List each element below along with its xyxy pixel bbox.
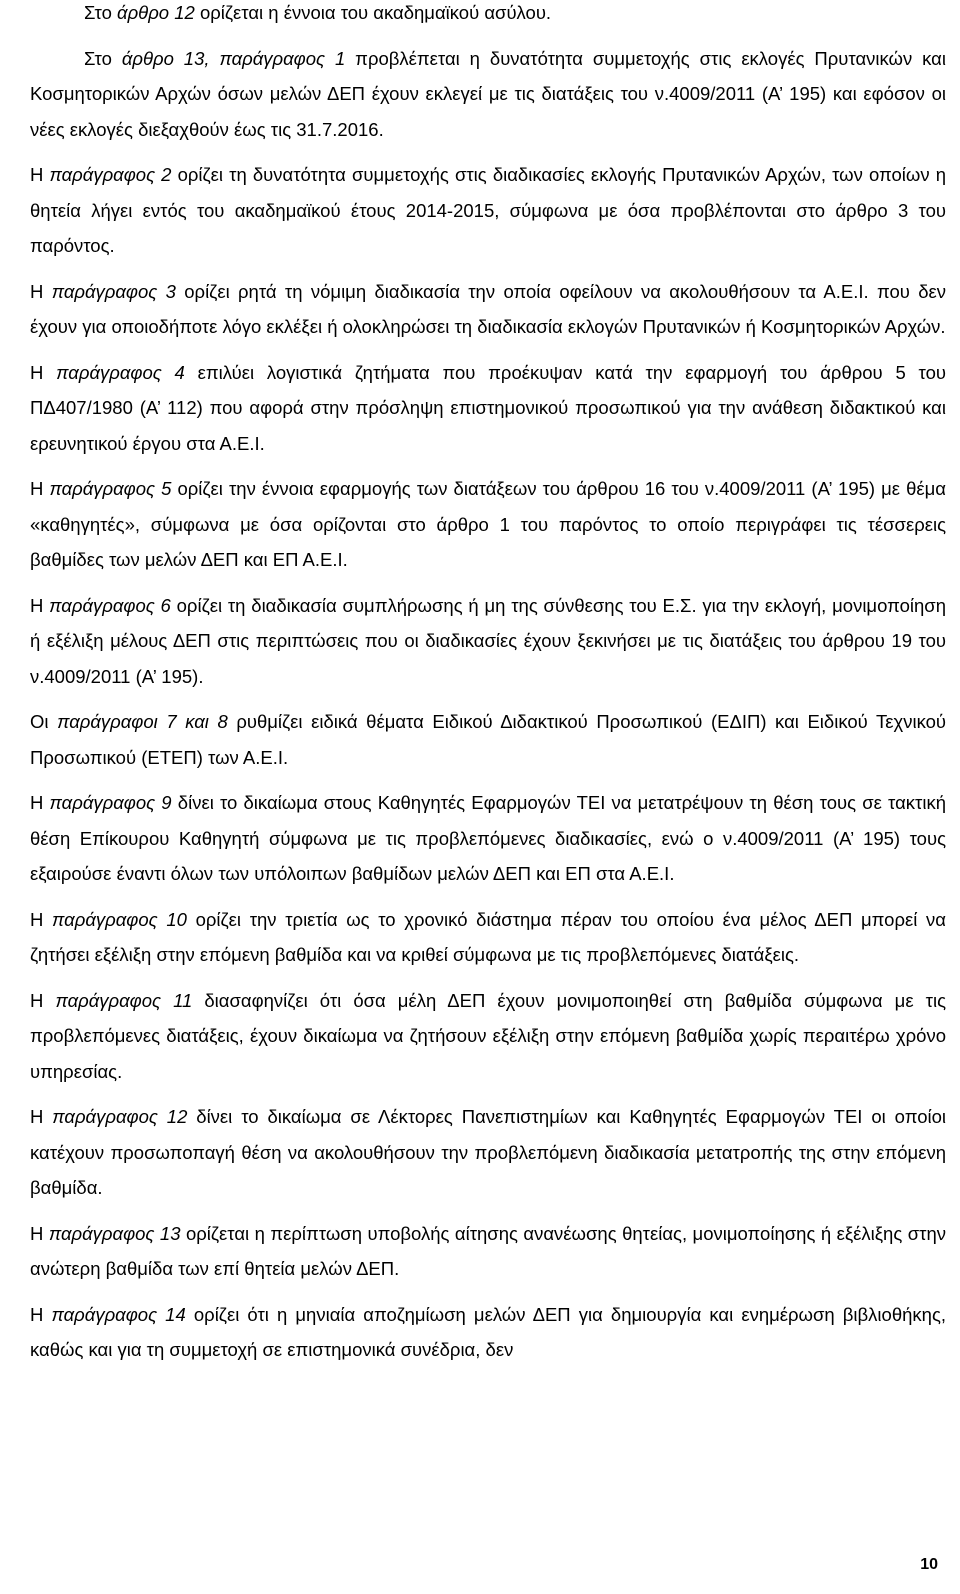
paragraph-text: ορίζεται η περίπτωση υποβολής αίτησης ανανέωσης θητείας, μονιμοποίησης ή εξέλιξης στην ανώτερη βαθμίδα των επί θητεία μελών ΔΕΠ. [30,1222,946,1279]
document-body [30,0,946,1378]
paragraph-reference: παράγραφος 11 [55,989,193,1011]
paragraph-lead: Η [30,594,50,616]
paragraph-reference: παράγραφος 10 [52,908,187,930]
paragraph-reference: άρθρο 12 [117,2,195,23]
paragraph-lead: Οι [30,711,58,732]
paragraph [30,471,946,578]
paragraph-text: διασαφηνίζει ότι όσα μέλη ΔΕΠ έχουν μονιμοποιηθεί στη βαθμίδα σύμφωνα με τις προβλεπόμενες διατάξεις, έχουν δικαίωμα να ζητήσουν εξέλιξη στην επόμενη βαθμίδα χωρίς περαιτέρω χρόνο υπηρεσίας. [30,989,946,1082]
paragraph [30,902,946,973]
paragraph [30,588,946,695]
paragraph-text: ορίζει τη δυνατότητα συμμετοχής στις διαδικασίες εκλογής Πρυτανικών Αρχών, των οποίων η θητεία λήγει εντός του ακαδημαϊκού έτους 2014-2015, σύμφωνα με όσα προβλέπονται στο άρθρο 3 του παρόντος. [30,164,946,256]
paragraph [30,704,946,775]
paragraph [30,1297,946,1368]
paragraph-text: ορίζει την τριετία ως το χρονικό διάστημα πέραν του οποίου ένα μέλος ΔΕΠ μπορεί να ζητήσει εξέλιξη στην επόμενη βαθμίδα και να κριθεί σύμφωνα με τις προβλεπόμενες διατάξεις. [30,908,946,965]
paragraph-lead: Η [30,989,56,1011]
paragraph [30,41,946,148]
paragraph [30,157,946,264]
paragraph-lead: Η [30,280,52,302]
paragraph-lead: Η [30,1106,53,1127]
paragraph-reference: παράγραφος 4 [56,361,185,383]
paragraph-lead: Η [30,1222,49,1244]
paragraph-text: δίνει το δικαίωμα σε Λέκτορες Πανεπιστημίων και Καθηγητές Εφαρμογών ΤΕΙ οι οποίοι κατέχουν προσωποπαγή θέση να ακολουθήσουν την προβλεπόμενη διαδικασία μετατροπής της στην επόμενη βαθμίδα. [30,1106,946,1198]
paragraph-text: δίνει το δικαίωμα στους Καθηγητές Εφαρμογών ΤΕΙ να μετατρέψουν τη θέση τους σε τακτική θέση Επίκουρου Καθηγητή σύμφωνα με τις προβλεπόμενες διαδικασίες, ενώ ο ν.4009/2011 (Α’ 195) τους εξαιρούσε έναντι όλων των υπόλοιπων βαθμίδων μελών ΔΕΠ και ΕΠ στα Α.Ε.Ι. [30,792,946,884]
paragraph-lead: Η [30,164,50,185]
paragraph-reference: παράγραφοι 7 και 8 [57,711,228,732]
paragraph-lead: Στο [84,2,118,23]
paragraph-lead: Στο [84,47,122,69]
paragraph [30,0,946,31]
paragraph [30,983,946,1090]
paragraph-text: ρυθμίζει ειδικά θέματα Ειδικού Διδακτικού Προσωπικού (ΕΔΙΠ) και Ειδικού Τεχνικού Προσωπικού (ΕΤΕΠ) των Α.Ε.Ι. [30,711,946,768]
paragraph-reference: παράγραφος 5 [49,478,172,499]
paragraph [30,1099,946,1206]
paragraph-reference: παράγραφος 9 [49,792,172,813]
paragraph-text: ορίζει ότι η μηνιαία αποζημίωση μελών ΔΕΠ για δημιουργία και ενημέρωση βιβλιοθήκης, καθώς και για τη συμμετοχή σε επιστημονικά συνέδρια, δεν [30,1303,947,1360]
paragraph-reference: παράγραφος 13 [48,1222,181,1244]
paragraph-reference: παράγραφος 3 [51,280,176,302]
paragraph-reference: άρθρο 13, παράγραφος 1 [121,47,346,69]
paragraph-lead: Η [30,908,53,930]
paragraph-text: ορίζει την έννοια εφαρμογής των διατάξεων του άρθρου 16 του ν.4009/2011 (Α’ 195) με θέμα «καθηγητές», σύμφωνα με όσα ορίζονται στο άρθρο 1 του παρόντος το οποίο περιγράφει τις τέσσερεις βαθμίδες των μελών ΔΕΠ και ΕΠ Α.Ε.Ι. [30,478,947,570]
paragraph-reference: παράγραφος 6 [49,594,171,616]
paragraph-text: ορίζει τη διαδικασία συμπλήρωσης ή μη της σύνθεσης του Ε.Σ. για την εκλογή, μονιμοποίηση ή εξέλιξη μέλους ΔΕΠ στις περιπτώσεις που οι διαδικασίες έχουν ξεκινήσει με τις διατάξεις του άρθρου 19 του ν.4009/2011 (Α’ 195). [30,594,947,687]
paragraph [30,355,946,462]
paragraph-text: ορίζει ρητά τη νόμιμη διαδικασία την οποία οφείλουν να ακολουθήσουν τα Α.Ε.Ι. που δεν έχουν για οποιοδήποτε λόγο εκλέξει ή ολοκληρώσει τη διαδικασία εκλογών Πρυτανικών ή Κοσμητορικών Αρχών. [30,280,946,337]
paragraph-text: προβλέπεται η δυνατότητα συμμετοχής στις εκλογές Πρυτανικών και Κοσμητορικών Αρχών όσων μελών ΔΕΠ έχουν εκλεγεί με τις διατάξεις του ν.4009/2011 (Α’ 195) και εφόσον οι νέες εκλογές διεξαχθούν έως τις 31.7.2016. [30,47,946,140]
paragraph-text: ορίζεται η έννοια του ακαδημαϊκού ασύλου. [194,2,552,23]
paragraph-reference: παράγραφος 14 [51,1303,186,1325]
paragraph-lead: Η [30,1303,52,1325]
paragraph-reference: παράγραφος 2 [49,164,172,185]
paragraph-lead: Η [30,361,57,383]
paragraph-text: επιλύει λογιστικά ζητήματα που προέκυψαν κατά την εφαρμογή του άρθρου 5 του ΠΔ407/1980 (Α’ 112) που αφορά στην πρόσληψη επιστημονικού προσωπικού για την ανάθεση διδακτικού και ερευνητικού έργου στα Α.Ε.Ι. [30,361,947,454]
paragraph [30,785,946,892]
paragraph-lead: Η [30,792,50,813]
paragraph-reference: παράγραφος 12 [52,1106,188,1127]
paragraph-lead: Η [30,478,50,499]
paragraph [30,1216,946,1287]
page-number: 10 [920,1556,938,1573]
paragraph [30,274,946,345]
